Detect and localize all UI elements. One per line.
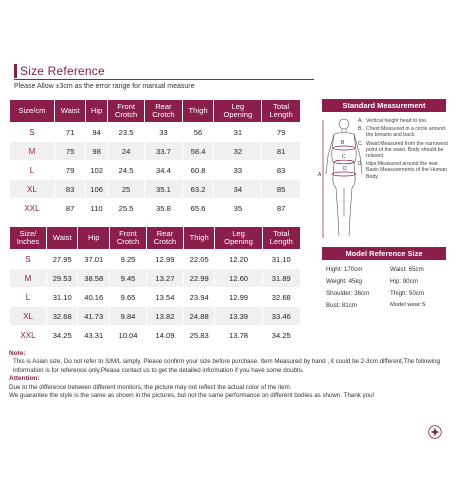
table-cell: 34 (214, 180, 261, 198)
figure-label-d: D (343, 166, 347, 172)
column-header: Total Length (263, 227, 300, 249)
table-row (10, 307, 300, 325)
table-cell: 29.53 (47, 269, 78, 287)
table-cell: 12.60 (215, 269, 261, 287)
size-reference-title: Size Reference (20, 64, 105, 78)
item-key: B. (358, 126, 363, 133)
column-header: Rear Crotch (147, 227, 183, 249)
list-item (358, 118, 448, 124)
table-cell: 34.25 (47, 326, 78, 344)
table-cell: 9.65 (110, 288, 146, 306)
model-thigh: Thigh: 50cm (390, 290, 425, 297)
model-waist: Waist: 65cm (390, 266, 424, 273)
column-header: Front Crotch (110, 227, 146, 249)
column-header: Hip (86, 100, 107, 122)
model-bust: Bust: 81cm (326, 302, 357, 309)
size-cell: L (10, 161, 54, 179)
table-cell: 22.05 (184, 250, 215, 268)
size-cell: M (10, 142, 54, 160)
table-cell: 33 (214, 161, 261, 179)
table-cell: 85 (262, 180, 300, 198)
table-cell: 31.10 (263, 250, 300, 268)
table-cell: 56 (183, 123, 214, 141)
table-cell: 24.88 (184, 307, 215, 325)
table-cell: 60.8 (183, 161, 214, 179)
table-row (10, 142, 300, 160)
table-cell: 35 (214, 199, 261, 217)
table-cell: 31.89 (263, 269, 300, 287)
column-header: Total Length (262, 100, 300, 122)
table-row (10, 269, 300, 287)
table-cell: 12.20 (215, 250, 261, 268)
table-cell: 106 (86, 180, 107, 198)
table-cell: 23.5 (108, 123, 144, 141)
table-cell: 32 (214, 142, 261, 160)
table-cell: 41.73 (78, 307, 109, 325)
table-cell: 32.68 (47, 307, 78, 325)
title-marker (14, 64, 17, 78)
table-cell: 9.84 (110, 307, 146, 325)
table-cell: 75 (55, 142, 85, 160)
table-cell: 38.58 (78, 269, 109, 287)
table-cell: 14.09 (147, 326, 183, 344)
size-cell: M (10, 269, 46, 287)
table-header-row (10, 100, 300, 122)
column-header: Size/ Inches (10, 227, 46, 249)
item-text: Chest:Measured in a circle around the breasts and back. (366, 126, 446, 139)
table-row (10, 250, 300, 268)
table-cell: 40.16 (78, 288, 109, 306)
figure-label-b: B (341, 140, 345, 146)
table-cell: 13.82 (147, 307, 183, 325)
table-cell: 35.8 (145, 199, 181, 217)
column-header: Front Crotch (108, 100, 144, 122)
list-item (358, 126, 448, 138)
table-cell: 31 (214, 123, 261, 141)
item-key: D. (358, 161, 364, 168)
table-row (10, 326, 300, 344)
size-cell: XL (10, 180, 54, 198)
table-cell: 27.95 (47, 250, 78, 268)
table-cell: 71 (55, 123, 85, 141)
table-cell: 32.68 (263, 288, 300, 306)
table-cell: 35.1 (145, 180, 181, 198)
size-cell: XXL (10, 326, 46, 344)
table-row (10, 161, 300, 179)
column-header: Rear Crotch (145, 100, 181, 122)
note-heading: Note: (9, 350, 26, 357)
error-range-note: Please Allow ±3cm as the error range for manual measure (14, 83, 195, 90)
column-header: Leg Opening (214, 100, 261, 122)
table-cell: 25 (108, 180, 144, 198)
table-cell: 37.01 (78, 250, 109, 268)
table-cell: 25.5 (108, 199, 144, 217)
table-cell: 33.46 (263, 307, 300, 325)
table-cell: 24.5 (108, 161, 144, 179)
column-header: Size/cm (10, 100, 54, 122)
table-cell: 25.83 (184, 326, 215, 344)
table-cell: 79 (262, 123, 300, 141)
table-cell: 83 (55, 180, 85, 198)
item-text: Waist:Measured from the narrowest point of the waist. Body should be relaxed. (366, 140, 448, 160)
size-cell: XL (10, 307, 46, 325)
attention-heading: Attention: (9, 375, 40, 383)
model-shoulder: Shoulder: 36cm (326, 290, 370, 297)
measurement-definitions (358, 118, 448, 182)
table-cell: 102 (86, 161, 107, 179)
table-cell: 33.7 (145, 142, 181, 160)
table-cell: 33 (145, 123, 181, 141)
table-row (10, 199, 300, 217)
table-cell: 12.99 (147, 250, 183, 268)
table-cell: 13.78 (215, 326, 261, 344)
attention-text-1: Due to the difference between different monitors, the picture may not reflect the actual color of the item. (9, 383, 292, 391)
model-weight: Weight: 45kg (326, 278, 363, 285)
table-cell: 24 (108, 142, 144, 160)
table-cell: 10.04 (110, 326, 146, 344)
table-row (10, 180, 300, 198)
standard-measurement-header: Standard Measurement (322, 99, 446, 112)
table-cell: 31.10 (47, 288, 78, 306)
item-key: C. (358, 140, 364, 147)
table-cell: 9.25 (110, 250, 146, 268)
model-hip: Hip: 90cm (390, 278, 418, 285)
item-text: Vertical height head to toe. (366, 118, 428, 124)
table-row (10, 123, 300, 141)
table-cell: 94 (86, 123, 107, 141)
model-reference-header: Model Reference Size (322, 247, 446, 260)
column-header: Leg Opening (215, 227, 261, 249)
size-table-cm (9, 99, 301, 218)
section-title (14, 63, 105, 79)
table-cell: 87 (262, 199, 300, 217)
table-cell: 13.54 (147, 288, 183, 306)
table-cell: 9.45 (110, 269, 146, 287)
table-cell: 34.25 (263, 326, 300, 344)
table-cell: 43.31 (78, 326, 109, 344)
figure-label-a: A (318, 172, 322, 178)
model-wear: Model wear:S (390, 302, 426, 308)
table-header-row (10, 227, 300, 249)
table-cell: 12.99 (215, 288, 261, 306)
title-divider (14, 79, 314, 80)
table-cell: 87 (55, 199, 85, 217)
table-cell: 79 (55, 161, 85, 179)
model-height: Hight: 170cm (326, 266, 363, 273)
note-text: This is Asian size, Do not refer to S/M/L simply. Please confirm your size before purchase. Item Measured by hand , it could be 2-3cm different,The following information is for reference only.Please contact us to get the detailed information if you have some doubts. (13, 358, 441, 374)
column-header: Hip (78, 227, 109, 249)
table-cell: 83 (262, 161, 300, 179)
size-cell: S (10, 250, 46, 268)
item-key: A. (358, 118, 363, 124)
table-row (10, 288, 300, 306)
brand-logo-icon (428, 425, 442, 439)
table-cell: 22.99 (184, 269, 215, 287)
notes-section (9, 350, 449, 400)
size-cell: L (10, 288, 46, 306)
table-cell: 58.4 (183, 142, 214, 160)
table-cell: 13.27 (147, 269, 183, 287)
size-cell: XXL (10, 199, 54, 217)
list-item (358, 161, 448, 180)
table-cell: 63.2 (183, 180, 214, 198)
list-item (358, 141, 448, 160)
column-header: Thigh (183, 100, 214, 122)
table-cell: 98 (86, 142, 107, 160)
column-header: Waist (47, 227, 78, 249)
attention-text-2: We guarantee the style is the same as shown in the pictures, but not the same performance on different bodies as shown. Thank you! (9, 392, 375, 400)
table-cell: 81 (262, 142, 300, 160)
size-cell: S (10, 123, 54, 141)
table-cell: 34.4 (145, 161, 181, 179)
table-cell: 23.94 (184, 288, 215, 306)
item-text: Hips:Measured around the rear. Basic Measurements of the Human Body. (366, 161, 448, 180)
size-table-inches (9, 226, 301, 345)
table-cell: 65.6 (183, 199, 214, 217)
column-header: Thigh (184, 227, 215, 249)
column-header: Waist (55, 100, 85, 122)
table-cell: 13.39 (215, 307, 261, 325)
table-cell: 110 (86, 199, 107, 217)
figure-label-c: C (342, 154, 346, 160)
